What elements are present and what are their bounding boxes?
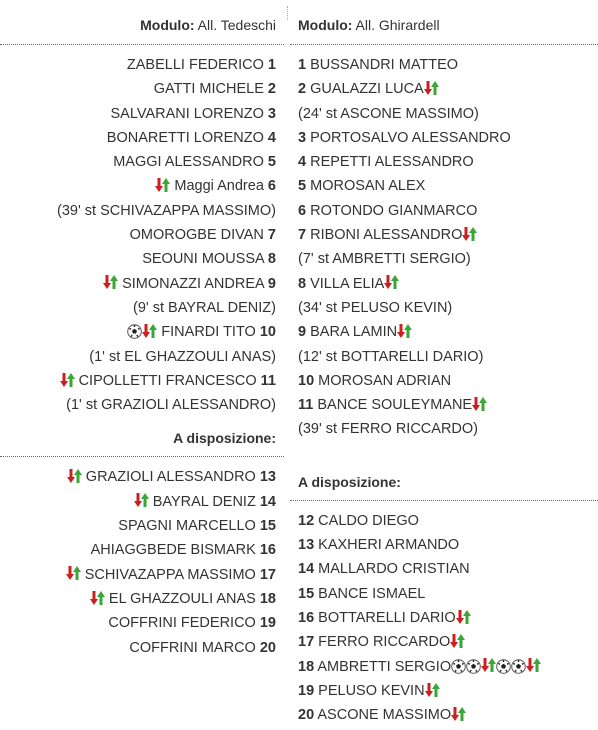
player-number: 19 bbox=[259, 615, 276, 632]
player-number: 20 bbox=[298, 707, 315, 724]
player-name: ZABELLI FEDERICO bbox=[126, 57, 264, 73]
player-name: RIBONI ALESSANDRO bbox=[310, 227, 463, 244]
player-row[interactable] bbox=[0, 77, 284, 101]
player-row[interactable] bbox=[290, 557, 598, 581]
player-name: (12' st BOTTARELLI DARIO) bbox=[298, 348, 484, 365]
player-name: AMBRETTI SERGIO bbox=[317, 658, 452, 675]
substitution-icon bbox=[155, 177, 170, 193]
player-row[interactable] bbox=[290, 533, 598, 557]
player-row[interactable] bbox=[290, 199, 598, 223]
player-number: 17 bbox=[259, 566, 276, 583]
player-name: MOROSAN ALEX bbox=[310, 178, 426, 195]
player-name: PORTOSALVO ALESSANDRO bbox=[310, 129, 511, 146]
player-number: 5 bbox=[298, 178, 307, 195]
player-number: 15 bbox=[259, 518, 276, 535]
substitute-entry-row[interactable] bbox=[290, 247, 598, 271]
substitute-entry-row[interactable] bbox=[290, 102, 598, 126]
away-team-column bbox=[290, 0, 598, 727]
player-name: KAXHERI ARMANDO bbox=[318, 537, 460, 554]
player-number: 10 bbox=[259, 324, 276, 341]
substitution-icon bbox=[60, 372, 75, 388]
substitution-icon bbox=[142, 323, 157, 339]
player-name: EL GHAZZOULI ANAS bbox=[108, 590, 256, 607]
player-number: 7 bbox=[298, 227, 307, 244]
home-coach-name: All. Tedeschi bbox=[197, 17, 276, 33]
player-name: (9' st BAYRAL DENIZ) bbox=[133, 299, 276, 316]
player-number: 19 bbox=[298, 682, 315, 699]
substitution-icon bbox=[481, 657, 496, 673]
player-row[interactable] bbox=[290, 393, 598, 417]
player-name: ASCONE MASSIMO bbox=[317, 707, 452, 724]
player-row[interactable] bbox=[0, 587, 284, 611]
player-row[interactable] bbox=[290, 223, 598, 247]
player-name: FINARDI TITO bbox=[161, 324, 256, 341]
player-name: VILLA ELIA bbox=[310, 275, 385, 292]
player-name: (1' st GRAZIOLI ALESSANDRO) bbox=[66, 397, 276, 414]
player-number: 3 bbox=[298, 129, 307, 146]
player-row[interactable] bbox=[0, 320, 284, 344]
home-coach-label bbox=[140, 17, 276, 33]
substitute-entry-row[interactable] bbox=[0, 199, 284, 223]
player-number: 13 bbox=[259, 469, 276, 486]
substitution-icon bbox=[451, 706, 466, 722]
substitute-entry-row[interactable] bbox=[0, 393, 284, 417]
player-row[interactable] bbox=[0, 514, 284, 538]
player-number: 2 bbox=[267, 81, 276, 98]
substitution-icon bbox=[384, 274, 399, 290]
player-number: 10 bbox=[298, 372, 315, 389]
player-number: 4 bbox=[267, 129, 276, 146]
player-number: 7 bbox=[267, 227, 276, 244]
player-number: 14 bbox=[298, 561, 315, 578]
player-name: COFFRINI MARCO bbox=[129, 639, 256, 656]
goal-ball-icon bbox=[511, 658, 526, 673]
substitution-icon bbox=[425, 682, 440, 698]
player-name: SCHIVAZAPPA MASSIMO bbox=[84, 566, 256, 583]
away-coach-name: All. Ghirardell bbox=[355, 17, 440, 33]
player-row[interactable] bbox=[290, 582, 598, 606]
player-row[interactable] bbox=[290, 655, 598, 679]
player-number: 20 bbox=[259, 639, 276, 656]
substitution-icon bbox=[67, 468, 82, 484]
player-number: 5 bbox=[267, 154, 276, 171]
modulo-label: Modulo: bbox=[298, 17, 353, 33]
player-name: SALVARANI LORENZO bbox=[110, 105, 264, 122]
player-name: COFFRINI FEDERICO bbox=[108, 615, 256, 632]
player-row[interactable] bbox=[290, 320, 598, 344]
player-name: OMOROGBE DIVAN bbox=[129, 227, 264, 244]
player-row[interactable] bbox=[0, 611, 284, 635]
player-name: (1' st EL GHAZZOULI ANAS) bbox=[89, 348, 276, 365]
home-bench-title: A disposizione: bbox=[173, 430, 276, 447]
player-name: (7' st AMBRETTI SERGIO) bbox=[298, 251, 471, 268]
goal-ball-icon bbox=[496, 658, 511, 673]
player-row[interactable] bbox=[0, 538, 284, 562]
player-number: 3 bbox=[267, 105, 276, 122]
player-row[interactable] bbox=[290, 509, 598, 533]
away-bench-list bbox=[290, 501, 598, 728]
player-row[interactable] bbox=[0, 126, 284, 150]
player-name: AHIAGGBEDE BISMARK bbox=[90, 542, 256, 559]
player-number: 9 bbox=[298, 324, 307, 341]
player-name: BANCE SOULEYMANE bbox=[317, 397, 473, 414]
player-name: (24' st ASCONE MASSIMO) bbox=[298, 105, 479, 122]
player-row[interactable] bbox=[290, 703, 598, 727]
player-number: 9 bbox=[267, 275, 276, 292]
player-row[interactable] bbox=[0, 272, 284, 296]
player-number: 13 bbox=[298, 537, 315, 554]
player-name: SEOUNI MOUSSA bbox=[142, 251, 264, 268]
substitute-entry-row[interactable] bbox=[0, 345, 284, 369]
player-name: BOTTARELLI DARIO bbox=[318, 609, 456, 626]
home-starting-list bbox=[0, 45, 284, 417]
player-name: FERRO RICCARDO bbox=[318, 634, 451, 651]
substitution-icon bbox=[66, 565, 81, 581]
substitution-icon bbox=[424, 80, 439, 96]
home-team-column bbox=[0, 0, 284, 660]
player-name: MALLARDO CRISTIAN bbox=[318, 561, 470, 578]
player-name: BONARETTI LORENZO bbox=[106, 129, 264, 146]
player-row[interactable] bbox=[290, 150, 598, 174]
player-number: 14 bbox=[259, 493, 276, 510]
player-number: 11 bbox=[260, 372, 276, 389]
player-row[interactable] bbox=[0, 223, 284, 247]
player-number: 2 bbox=[298, 81, 307, 98]
player-number: 17 bbox=[298, 634, 315, 651]
substitute-entry-row[interactable] bbox=[290, 345, 598, 369]
player-row[interactable] bbox=[290, 126, 598, 150]
away-bench-title: A disposizione: bbox=[298, 473, 401, 490]
player-row[interactable] bbox=[0, 174, 284, 198]
player-row[interactable] bbox=[0, 636, 284, 660]
player-number: 1 bbox=[298, 57, 307, 73]
player-number: 16 bbox=[259, 542, 276, 559]
substitute-entry-row[interactable] bbox=[290, 296, 598, 320]
substitution-icon bbox=[526, 657, 541, 673]
substitution-icon bbox=[103, 274, 118, 290]
player-row[interactable] bbox=[290, 369, 598, 393]
player-row[interactable] bbox=[290, 606, 598, 630]
home-bench-list bbox=[0, 457, 284, 659]
player-number: 15 bbox=[298, 585, 315, 602]
substitute-entry-row[interactable] bbox=[0, 296, 284, 320]
player-name: BUSSANDRI MATTEO bbox=[310, 57, 459, 73]
substitution-icon bbox=[134, 492, 149, 508]
away-starting-list bbox=[290, 45, 598, 442]
player-row[interactable] bbox=[290, 53, 598, 77]
away-coach-label bbox=[298, 17, 440, 33]
player-name: BARA LAMIN bbox=[310, 324, 398, 341]
player-name: Maggi Andrea bbox=[174, 178, 264, 195]
player-number: 18 bbox=[298, 658, 315, 675]
player-name: MAGGI ALESSANDRO bbox=[113, 154, 264, 171]
player-number: 18 bbox=[259, 590, 276, 607]
modulo-label: Modulo: bbox=[140, 17, 195, 33]
goal-ball-icon bbox=[127, 323, 142, 338]
player-row[interactable] bbox=[0, 563, 284, 587]
player-row[interactable] bbox=[290, 630, 598, 654]
substitution-icon bbox=[450, 633, 465, 649]
player-row[interactable] bbox=[290, 174, 598, 198]
player-name: SPAGNI MARCELLO bbox=[118, 518, 256, 535]
player-number: 11 bbox=[298, 397, 314, 414]
player-row[interactable] bbox=[0, 102, 284, 126]
player-name: ROTONDO GIANMARCO bbox=[310, 202, 478, 219]
player-name: (39' st FERRO RICCARDO) bbox=[298, 421, 479, 438]
substitution-icon bbox=[472, 396, 487, 412]
player-name: CALDO DIEGO bbox=[318, 512, 419, 529]
home-team-header bbox=[0, 0, 284, 44]
player-row[interactable] bbox=[0, 53, 284, 77]
substitution-icon bbox=[462, 226, 477, 242]
player-row[interactable] bbox=[0, 369, 284, 393]
player-name: (34' st PELUSO KEVIN) bbox=[298, 299, 453, 316]
player-number: 8 bbox=[267, 251, 276, 268]
player-name: GRAZIOLI ALESSANDRO bbox=[85, 469, 256, 486]
player-name: CIPOLLETTI FRANCESCO bbox=[78, 372, 257, 389]
substitution-icon bbox=[90, 590, 105, 606]
player-name: (39' st SCHIVAZAPPA MASSIMO) bbox=[57, 202, 276, 219]
player-number: 1 bbox=[267, 57, 276, 73]
player-row[interactable] bbox=[0, 465, 284, 489]
player-name: MOROSAN ADRIAN bbox=[318, 372, 452, 389]
column-separator bbox=[287, 6, 288, 20]
player-number: 6 bbox=[267, 178, 276, 195]
player-number: 8 bbox=[298, 275, 307, 292]
player-number: 4 bbox=[298, 154, 307, 171]
goal-ball-icon bbox=[466, 658, 481, 673]
substitution-icon bbox=[456, 609, 471, 625]
goal-ball-icon bbox=[451, 658, 466, 673]
player-row[interactable] bbox=[290, 272, 598, 296]
player-name: PELUSO KEVIN bbox=[318, 682, 425, 699]
player-row[interactable] bbox=[0, 247, 284, 271]
player-row[interactable] bbox=[290, 77, 598, 101]
player-name: BAYRAL DENIZ bbox=[152, 493, 256, 510]
player-row[interactable] bbox=[0, 490, 284, 514]
player-row[interactable] bbox=[290, 679, 598, 703]
away-team-header bbox=[290, 0, 598, 44]
player-name: REPETTI ALESSANDRO bbox=[310, 154, 474, 171]
player-name: SIMONAZZI ANDREA bbox=[122, 275, 264, 292]
player-name: BANCE ISMAEL bbox=[318, 585, 426, 602]
substitution-icon bbox=[397, 323, 412, 339]
player-number: 6 bbox=[298, 202, 307, 219]
player-number: 12 bbox=[298, 512, 315, 529]
substitute-entry-row[interactable] bbox=[290, 417, 598, 441]
player-number: 16 bbox=[298, 609, 315, 626]
player-row[interactable] bbox=[0, 150, 284, 174]
player-name: GATTI MICHELE bbox=[153, 81, 264, 98]
player-name: GUALAZZI LUCA bbox=[310, 81, 424, 98]
